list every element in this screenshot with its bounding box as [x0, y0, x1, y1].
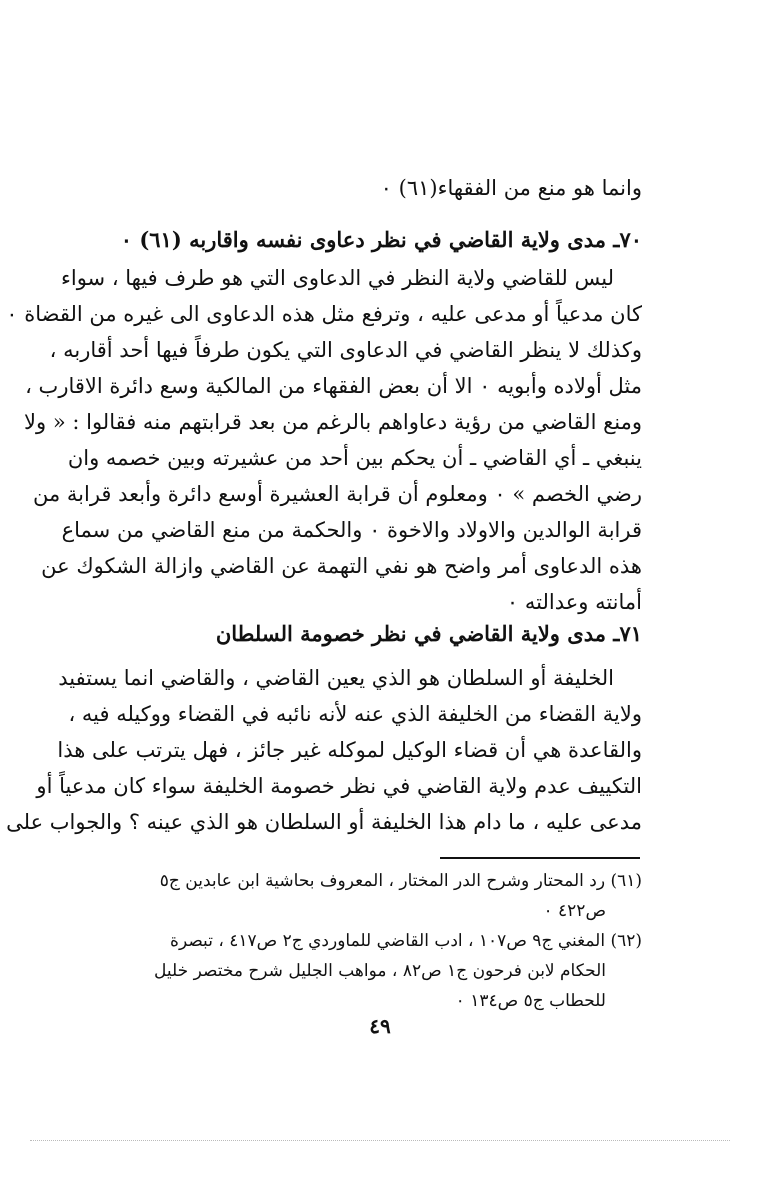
text-line: ليس للقاضي ولاية النظر في الدعاوى التي هو طرف فيها ، سواء [60, 266, 614, 290]
text-line: رضي الخصم » ٠ ومعلوم أن قرابة العشيرة أوسع دائرة وأبعد قرابة من [33, 482, 642, 506]
text-line: هذه الدعاوى أمر واضح هو نفي التهمة عن القاضي وازالة الشكوك عن [41, 554, 642, 578]
section-71-heading [118, 616, 642, 652]
text-line: مثل أولاده وأبويه ٠ الا أن بعض الفقهاء من المالكية وسع دائرة الاقارب ، [25, 374, 642, 398]
text-line: ينبغي ـ أي القاضي ـ أن يحكم بين أحد من عشيرته وبين خصمه وان [67, 446, 642, 470]
footnote-line: ص٤٢٢ ٠ [543, 901, 606, 921]
text-line: والقاعدة هي أن قضاء الوكيل لموكله غير جائز ، فهل يترتب على هذا [57, 738, 642, 762]
text-line: ولاية القضاء من الخليفة الذي عنه لأنه نائبه في القضاء ووكيله فيه ، [68, 702, 642, 726]
section-heading: ٧٠ـ مدى ولاية القاضي في نظر دعاوى نفسه واقاربه (٦١) ٠ [120, 227, 642, 252]
section-71-paragraph [6, 660, 642, 840]
footnote-separator [440, 857, 640, 859]
footnote-line: للحطاب ج٥ ص١٣٤ ٠ [455, 991, 606, 1011]
text-line: كان مدعياً أو مدعى عليه ، وترفع مثل هذه الدعاوى الى غيره من القضاة ٠ [6, 302, 642, 326]
section-70-heading [118, 222, 642, 258]
text-line: وكذلك لا ينظر القاضي في الدعاوى التي يكون طرفاً فيها أحد أقاربه ، [49, 338, 642, 362]
text-line: الخليفة أو السلطان هو الذي يعين القاضي ، والقاضي انما يستفيد [58, 666, 614, 690]
text-line: ومنع القاضي من رؤية دعاواهم بالرغم من بعد قرابتهم منه فقالوا : « ولا [24, 410, 642, 434]
section-heading: ٧١ـ مدى ولاية القاضي في نظر خصومة السلطان [215, 621, 642, 646]
page-number: ٤٩ [369, 1014, 391, 1038]
text-line: وانما هو منع من الفقهاء(٦١) ٠ [380, 176, 642, 200]
footnotes [118, 866, 642, 1016]
main-text [118, 170, 642, 206]
text-line: أمانته وعدالته ٠ [506, 590, 642, 614]
section-70-paragraph [6, 260, 642, 620]
footnote-line: (٦١) رد المحتار وشرح الدر المختار ، المعروف بحاشية ابن عابدين ج٥ [159, 871, 642, 891]
scan-artifact-divider [30, 1140, 730, 1141]
text-line: قرابة الوالدين والاولاد والاخوة ٠ والحكمة من منع القاضي من سماع [61, 518, 642, 542]
text-line: التكييف عدم ولاية القاضي في نظر خصومة الخليفة سواء كان مدعياً أو [36, 774, 642, 798]
footnote-line: (٦٢) المغني ج٩ ص١٠٧ ، ادب القاضي للماوردي ج٢ ص٤١٧ ، تبصرة [170, 931, 642, 951]
footnote-line: الحكام لابن فرحون ج١ ص٨٢ ، مواهب الجليل شرح مختصر خليل [154, 961, 606, 981]
text-line: مدعى عليه ، ما دام هذا الخليفة أو السلطان هو الذي عينه ؟ والجواب على [6, 810, 642, 834]
